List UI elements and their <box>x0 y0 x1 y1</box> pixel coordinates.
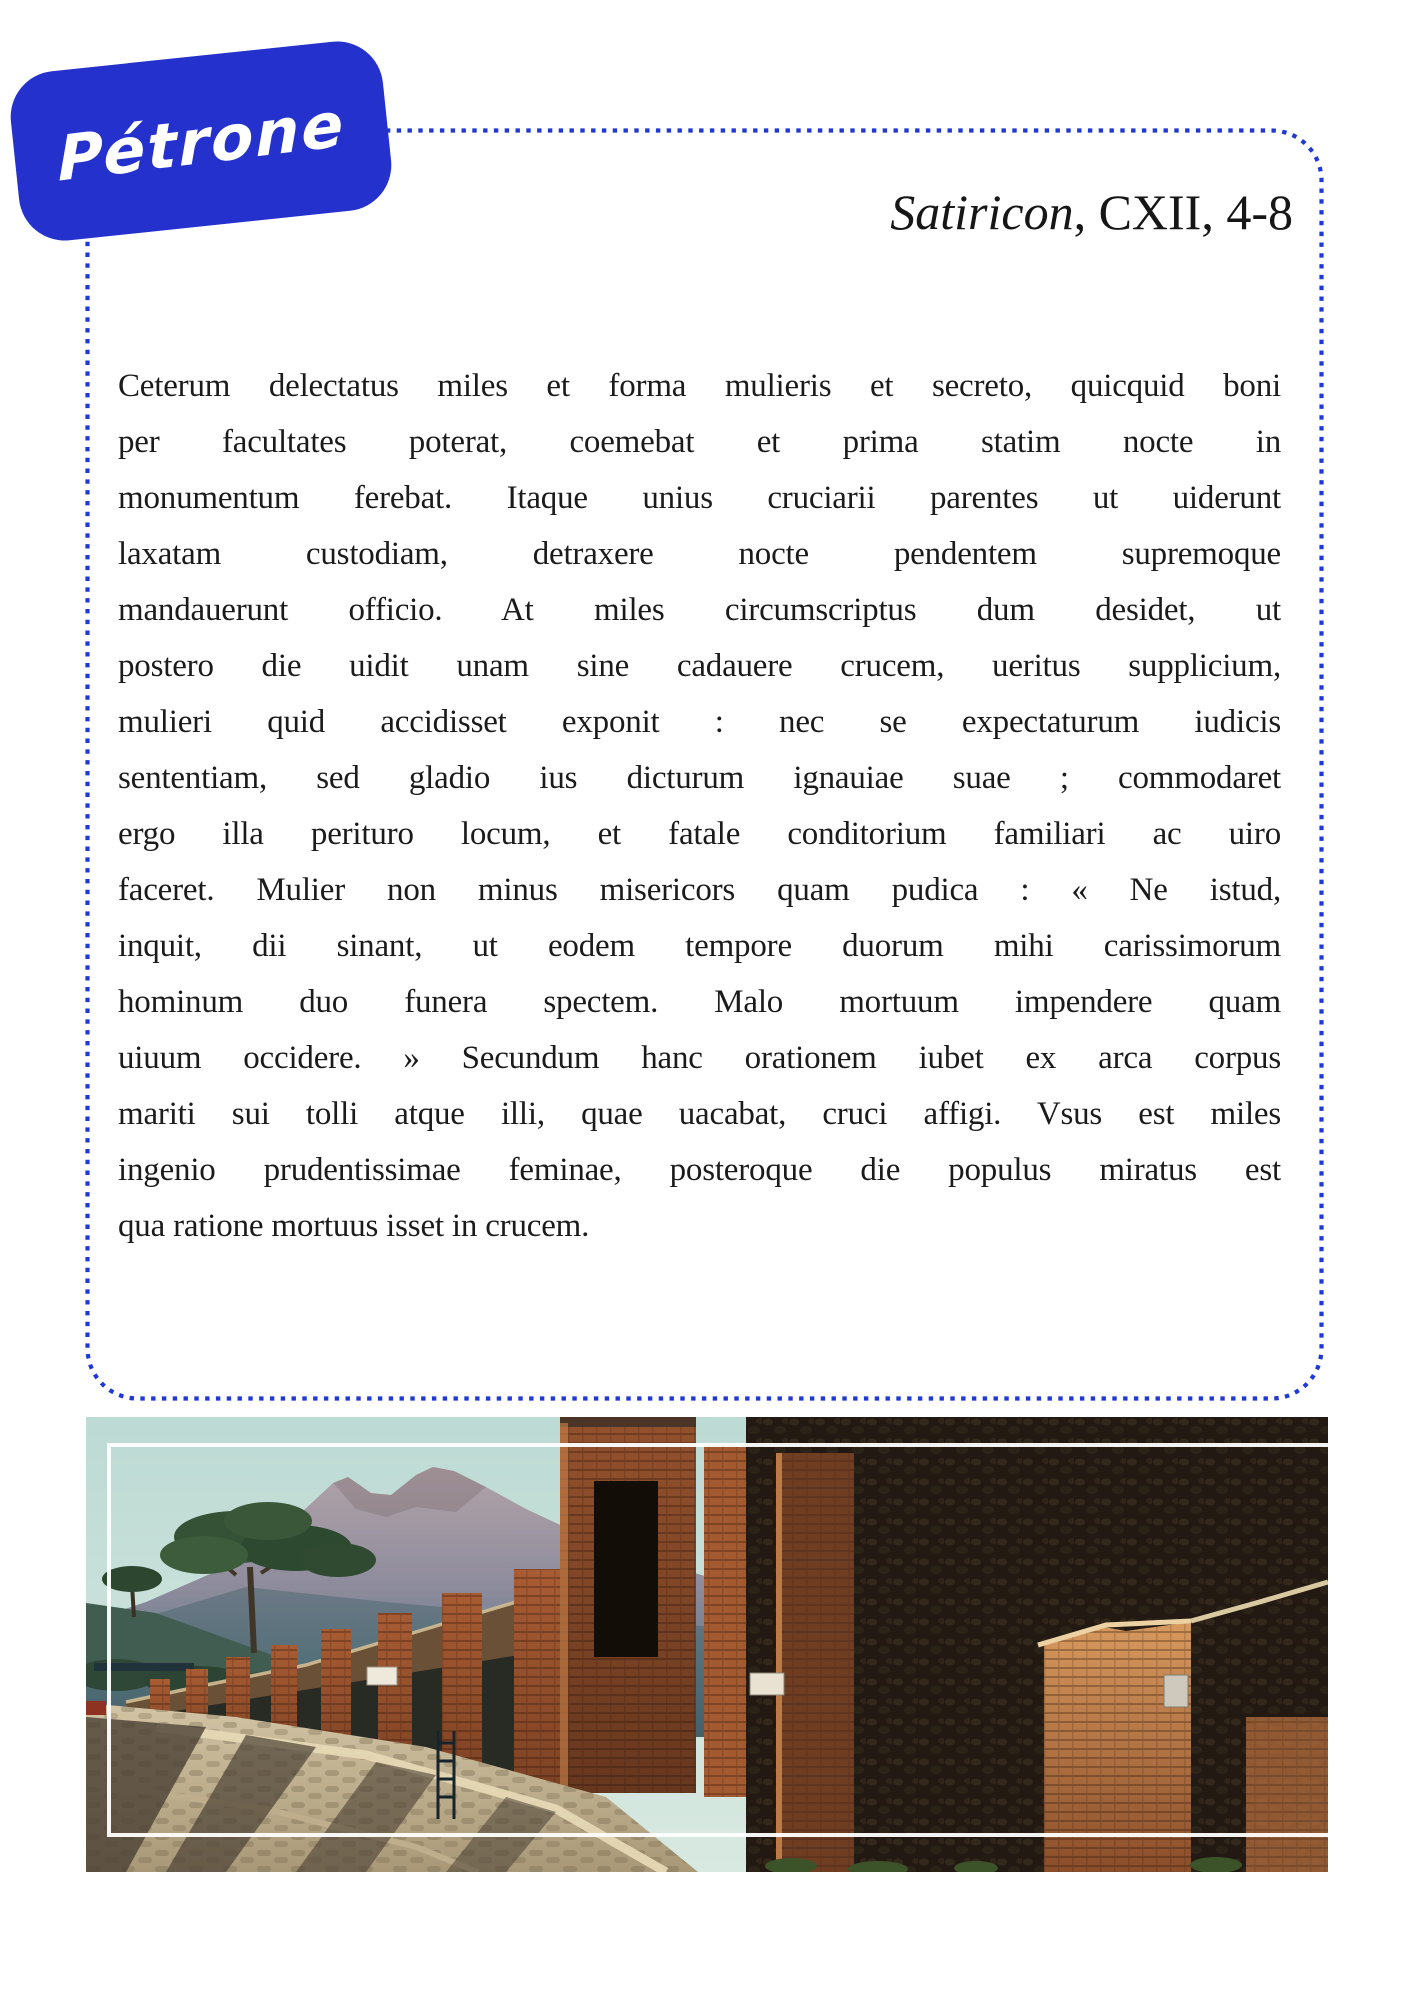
text-line: monumentum ferebat. Itaque unius cruciarii parentes ut uiderunt <box>118 480 1281 516</box>
text-line: mariti sui tolli atque illi, quae uacabat, cruci affigi. Vsus est miles <box>118 1096 1281 1132</box>
text-line: inquit, dii sinant, ut eodem tempore duorum mihi carissimorum <box>118 928 1281 964</box>
text-line: per facultates poterat, coemebat et prima statim nocte in <box>118 424 1281 460</box>
text-line: sententiam, sed gladio ius dicturum ignauiae suae ; commodaret <box>118 760 1281 796</box>
text-line: mandauerunt officio. At miles circumscriptus dum desidet, ut <box>118 592 1281 628</box>
text-line: hominum duo funera spectem. Malo mortuum impendere quam <box>118 984 1281 1020</box>
petrone-logo-text: Pétrone <box>56 86 346 196</box>
text-line: faceret. Mulier non minus misericors quam pudica : « Ne istud, <box>118 872 1281 908</box>
photo-inner-frame <box>107 1443 1378 1837</box>
text-line: Ceterum delectatus miles et forma mulieris et secreto, quicquid boni <box>118 368 1281 404</box>
text-line: qua ratione mortuus isset in crucem. <box>118 1208 590 1244</box>
title-reference: , CXII, 4-8 <box>1073 184 1293 240</box>
text-line: ergo illa perituro locum, et fatale conditorium familiari ac uiro <box>118 816 1281 852</box>
page-title <box>890 186 1293 239</box>
pompeii-vesuvius-photo <box>86 1417 1328 1872</box>
text-line: laxatam custodiam, detraxere nocte pendentem supremoque <box>118 536 1281 572</box>
text-line: postero die uidit unam sine cadauere crucem, ueritus supplicium, <box>118 648 1281 684</box>
text-line: ingenio prudentissimae feminae, posteroque die populus miratus est <box>118 1152 1281 1188</box>
text-line: mulieri quid accidisset exponit : nec se expectaturum iudicis <box>118 704 1281 740</box>
title-work-name: Satiricon <box>890 184 1074 240</box>
body-text <box>118 358 1281 1254</box>
red-object <box>86 1701 106 1715</box>
text-line: uiuum occidere. » Secundum hanc orationem iubet ex arca corpus <box>118 1040 1281 1076</box>
